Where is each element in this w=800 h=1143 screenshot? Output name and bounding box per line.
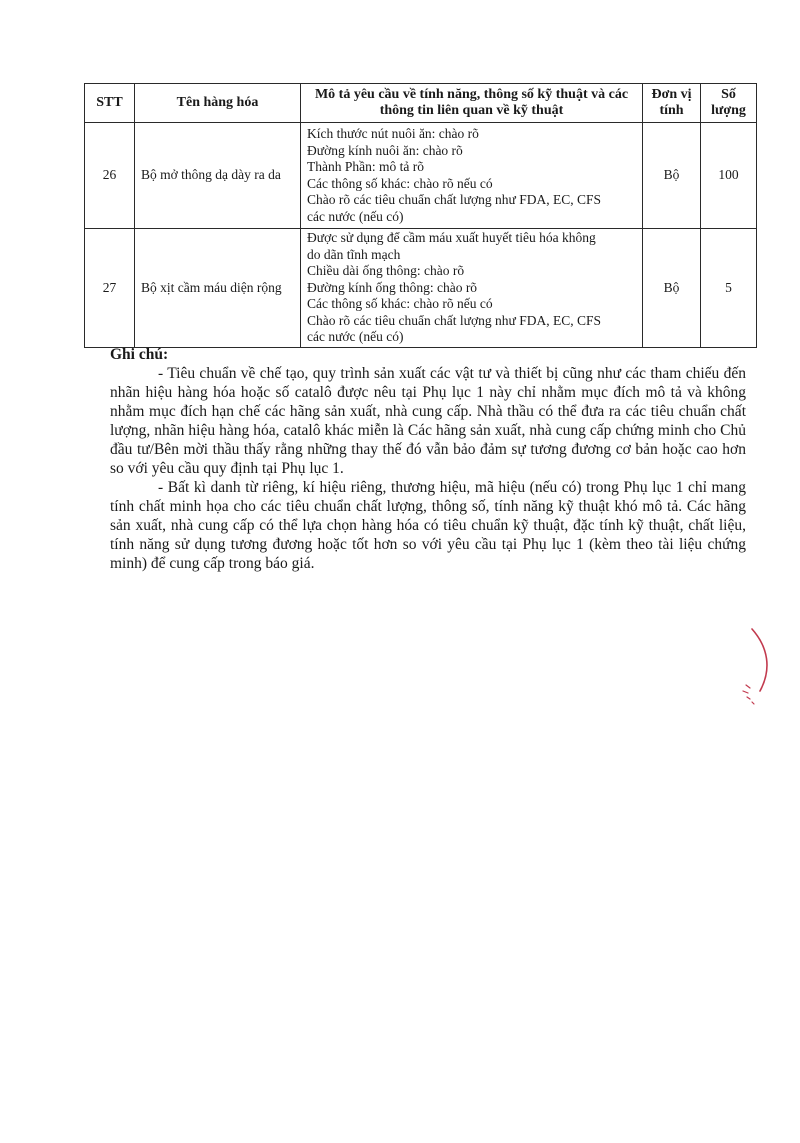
header-item-name: Tên hàng hóa xyxy=(135,84,301,123)
header-description: Mô tả yêu cầu về tính năng, thông số kỹ thuật và các thông tin liên quan về kỹ thuật xyxy=(301,84,643,123)
description-line: Thành Phần: mô tả rõ xyxy=(307,159,424,174)
notes-paragraph: - Tiêu chuẩn về chế tạo, quy trình sản xuất các vật tư và thiết bị cũng như các tham chiếu đến nhãn hiệu hàng hóa hoặc số catalô được nêu tại Phụ lục 1 này chỉ nhằm mục đích mô tả và không nhằm mục đích hạn chế các hãng sản xuất, nhà cung cấp. Nhà thầu có thể đưa ra các tiêu chuẩn chất lượng, nhãn hiệu hàng hóa, catalô khác miễn là Các hãng sản xuất, nhà cung cấp chứng minh cho Chủ đầu tư/Bên mời thầu thấy rằng những thay thế đó vẫn bảo đảm sự tương đương cơ bản hoặc cao hơn so với yêu cầu quy định tại Phụ lục 1. xyxy=(110,365,746,477)
row-item-name: Bộ xịt cầm máu diện rộng xyxy=(135,229,301,348)
signature-mark-icon xyxy=(730,625,780,715)
description-line: Các thông số khác: chào rõ nếu có xyxy=(307,296,493,311)
description-line: Đường kính nuôi ăn: chào rõ xyxy=(307,142,463,158)
description-line: Chào rõ các tiêu chuẩn chất lượng như FDA, EC, CFS xyxy=(307,312,601,328)
header-unit: Đơn vị tính xyxy=(643,84,701,123)
row-stt: 27 xyxy=(85,229,135,348)
description-line: Đường kính ống thông: chào rõ xyxy=(307,279,478,295)
table-row xyxy=(85,123,757,229)
table-row xyxy=(85,229,757,348)
description-line: do dãn tĩnh mạch xyxy=(307,246,401,262)
description-line: Kích thước nút nuôi ăn: chào rõ xyxy=(307,126,479,141)
description-line: Được sử dụng để cầm máu xuất huyết tiêu hóa không xyxy=(307,230,596,245)
description-line: các nước (nếu có) xyxy=(307,329,404,344)
table-header-row xyxy=(85,84,757,123)
row-quantity: 5 xyxy=(701,229,757,348)
row-description xyxy=(301,123,643,229)
description-line: Chiều dài ống thông: chào rõ xyxy=(307,263,465,278)
description-line: các nước (nếu có) xyxy=(307,208,404,224)
row-description xyxy=(301,229,643,348)
header-stt: STT xyxy=(85,84,135,123)
header-quantity: Số lượng xyxy=(701,84,757,123)
specification-table xyxy=(84,83,757,348)
description-line: Các thông số khác: chào rõ nếu có xyxy=(307,175,493,191)
description-line: Chào rõ các tiêu chuẩn chất lượng như FDA, EC, CFS xyxy=(307,192,601,207)
row-unit: Bộ xyxy=(643,229,701,348)
notes-title: Ghi chú: xyxy=(110,346,169,363)
row-item-name: Bộ mở thông dạ dày ra da xyxy=(135,123,301,229)
row-unit: Bộ xyxy=(643,123,701,229)
row-quantity: 100 xyxy=(701,123,757,229)
notes-paragraph: - Bất kì danh từ riêng, kí hiệu riêng, thương hiệu, mã hiệu (nếu có) trong Phụ lục 1 chỉ mang tính chất minh họa cho các tiêu chuẩn chất lượng, thông số, tính năng kỹ thuật khó mô tả. Các hãng sản xuất, nhà cung cấp có thể lựa chọn hàng hóa có tiêu chuẩn kỹ thuật, đặc tính kỹ thuật, chất liệu, tính năng sử dụng tương đương hoặc tốt hơn so với yêu cầu tại Phụ lục 1 (kèm theo tài liệu chứng minh) để cung cấp trong báo giá. xyxy=(110,479,746,572)
notes-section xyxy=(110,345,746,573)
row-stt: 26 xyxy=(85,123,135,229)
